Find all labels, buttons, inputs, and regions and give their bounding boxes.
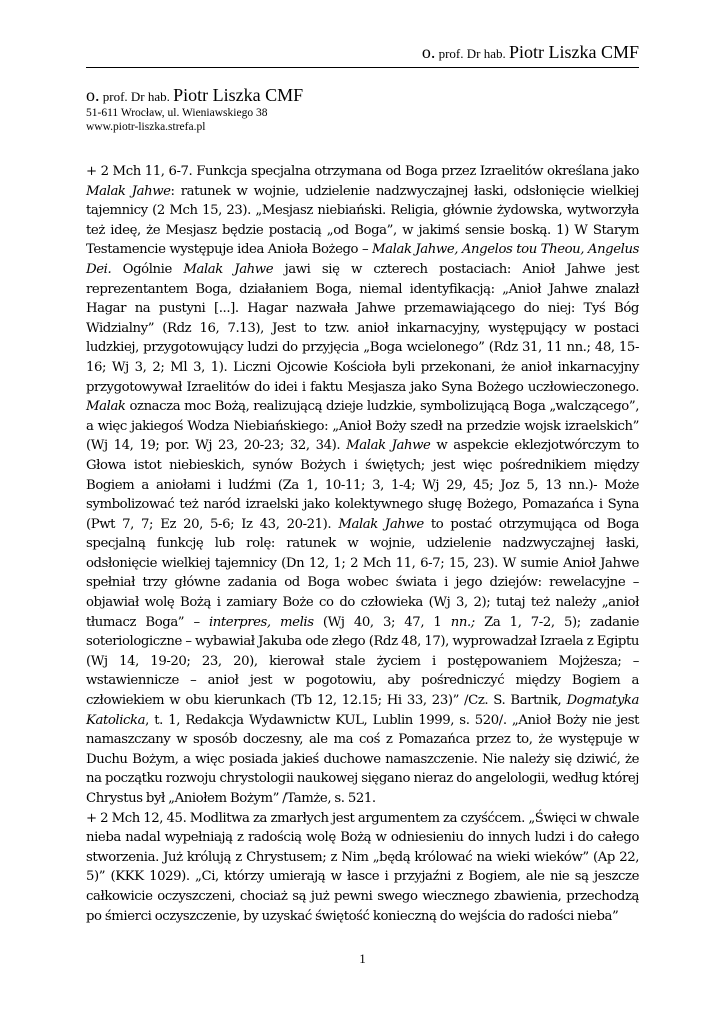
italic-text: Malak	[86, 399, 126, 415]
text-run: + 2 Mch 11, 6-7. Funkcja specjalna otrzymana od Boga przez Izraelitów określana jako	[86, 164, 639, 179]
author-full-name: Piotr Liszka CMF	[173, 85, 304, 105]
italic-text: Dogmatyka Katolicka	[86, 693, 639, 728]
italic-text: Malak Jahwe	[338, 516, 424, 532]
author-address: 51-611 Wrocław, ul. Wieniawskiego 38	[86, 107, 268, 119]
page-number: 1	[359, 951, 366, 966]
text-run: jawi się w czterech postaciach: Anioł Jahwe jest reprezentantem Boga, działaniem Boga, niemal identyfikacją: „Anioł Jahwe znalazł Hagar na pustyni [...]. Hagar nazwała Jahwe przemawiającego do niej: Tyś Bóg Widzialny” (Rdz 16, 7.13), Jest to tzw. anioł inkarnacyjny, występujący w postaci ludzkiej, przygotowujący ludzi do przyjęcia „Boga wcielonego” (Rdz 31, 11 nn.; 48, 15-16; Wj 3, 2; Ml 3, 1). Liczni Ojcowie Kościoła byli przekonani, że anioł inkarnacyjny przygotowywał Izraelitów do idei i faktu Mesjasza jako Syna Bożego uczłowieczonego.	[86, 261, 639, 395]
header-prefix: o.	[421, 42, 436, 62]
text-run: + 2 Mch 12, 45. Modlitwa za zmarłych jest argumentem za czyśćcem. „Święci w chwale nieba nadal wypełniają z radością wolę Bożą w odniesieniu do innych ludzi i do całego stworzenia. Już królują z Chrystusem; z Nim „będą królować na wieki wieków” (Ap 22, 5)” (KKK 1029). „Ci, którzy umierają w łasce i przyjaźni z Bogiem, ale nie są jeszcze całkowicie oczyszczeni, chociaż są już pewni swego wiecznego zbawienia, przechodzą po śmierci oczyszczenie, by uzyskać świętość konieczną do wejścia do radości nieba”	[86, 810, 639, 924]
author-block	[86, 86, 303, 134]
header-rule	[86, 67, 639, 68]
text-run: (Wj 40, 3; 47, 1	[313, 614, 451, 630]
italic-text: Malak Jahwe	[346, 438, 431, 454]
author-prefix: o.	[86, 85, 100, 105]
paragraph	[86, 162, 639, 809]
header-author: Piotr Liszka CMF	[508, 42, 639, 62]
italic-text: Malak Jahwe, Angelos tou Theou, Angelus Dei.	[86, 242, 639, 277]
italic-text: interpres, melis	[208, 614, 314, 630]
text-run: oznacza moc Bożą, realizującą dzieje ludzkie, symbolizującą Boga „walczącego”, a więc jakiegoś Wodza Niebiańskiego: „Anioł Boży szedł na przedzie wojsk izraelskich” (Wj 14, 19; por. Wj 23, 20-23; 32, 34).	[86, 399, 639, 454]
text-run: w aspekcie eklezjotwórczym to Głowa istot niebieskich, synów Bożych i świętych; jest więc pośrednikiem między Bogiem a aniołami i ludźmi (Za 1, 10-11; 3, 1-4; Wj 29, 45; Joz 5, 13 nn.)- Może symbolizować też naród izraelski jako kolektywnego sługę Bożego, Pomazańca i Syna (Pwt 7, 7; Ez 20, 5-6; Iz 43, 20-21).	[86, 438, 639, 532]
author-name	[86, 86, 303, 106]
body-text	[86, 162, 639, 926]
page-header	[422, 42, 639, 63]
paragraph	[86, 809, 639, 927]
author-website: www.piotr-liszka.strefa.pl	[86, 121, 206, 133]
author-title: prof. Dr hab.	[102, 89, 170, 104]
text-run: : ratunek w wojnie, udzielenie nadzwyczajnej łaski, odsłonięcie wielkiej tajemnicy (2 Mch 15, 23). „Mesjasz niebiański. Religia, głównie żydowska, wytworzyła też ideę, że Mesjasz będzie postacią „od Boga”, w jakimś sensie boską. 1) W Starym Testamencie występuje idea Anioła Bożego –	[86, 183, 639, 258]
text-run: Ogólnie	[111, 261, 184, 277]
header-title: prof. Dr hab.	[438, 46, 506, 61]
text-run: to postać otrzymująca od Boga specjalną funkcję lub rolę: ratunek w wojnie, udzielenie nadzwyczajnej łaski, odsłonięcie wielkiej tajemnicy (Dn 12, 1; 2 Mch 11, 6-7; 15, 23). W sumie Anioł Jahwe spełniał trzy główne zadania od Boga wobec świata i jego dziejów: rewelacyjne – objawiał wolę Bożą i zamiary Boże co do człowieka (Wj 3, 2); tutaj też należy „anioł tłumacz Boga” –	[86, 516, 640, 630]
italic-text: nn.;	[450, 614, 475, 630]
italic-text: Malak Jahwe	[183, 261, 274, 277]
text-run: , t. 1, Redakcja Wydawnictw KUL, Lublin 1999, s. 520/. „Anioł Boży nie jest namaszczany w sposób doczesny, ale ma coś z Pomazańca przez to, że występuje w Duchu Bożym, a więc posiada jakieś duchowe namaszczenie. Nie należy się dziwić, że na początku rozwoju chrystologii naukowej sięgano nieraz do angelologii, według której Chrystus był „Aniołem Bożym” /Tamże, s. 521.	[86, 712, 639, 806]
italic-text: Malak Jahwe	[86, 183, 171, 199]
text-run: Za 1, 7-2, 5); zadanie soteriologiczne – wybawiał Jakuba ode złego (Rdz 48, 17), wyprowadzał Izraela z Egiptu (Wj 14, 19-20; 23, 20), kierował stale życiem i postępowaniem Mojżesza; – wstawiennicze – anioł jest w pogotowiu, aby pośredniczyć między Bogiem a człowiekiem w obu kierunkach (Tb 12, 12.15; Hi 33, 23)” /Cz. S. Bartnik,	[86, 614, 639, 709]
